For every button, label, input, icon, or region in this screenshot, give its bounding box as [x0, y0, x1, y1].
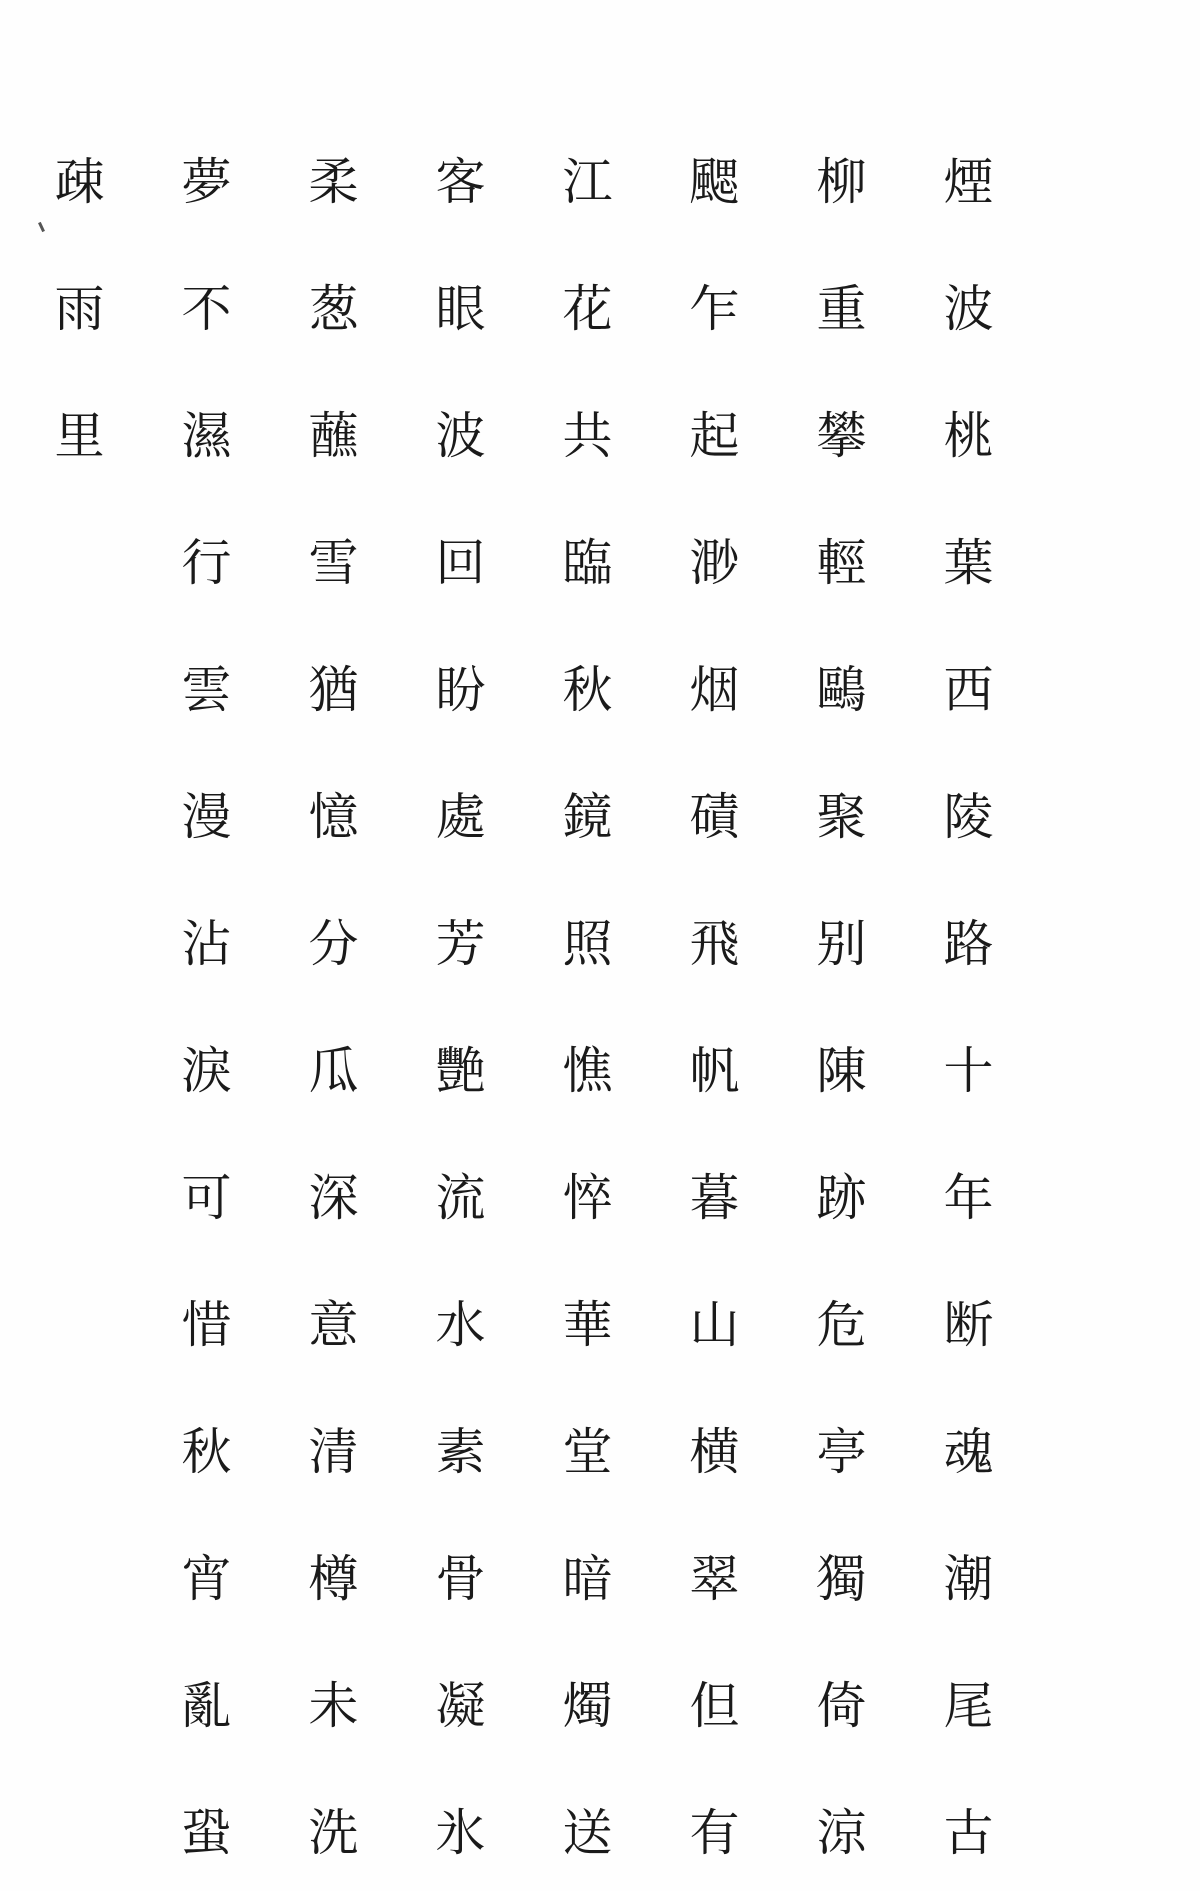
calligraphy-character: 盼 — [435, 660, 486, 719]
calligraphy-character: 惜 — [181, 1295, 232, 1354]
calligraphy-character: 亂 — [181, 1676, 232, 1735]
text-column — [16, 118, 143, 1896]
calligraphy-character: 輕 — [816, 533, 867, 592]
calligraphy-character: 乍 — [689, 279, 740, 338]
text-column — [905, 118, 1032, 1896]
calligraphy-character: 亭 — [816, 1422, 867, 1481]
calligraphy-character: 鷗 — [816, 660, 867, 719]
calligraphy-character: 秋 — [181, 1422, 232, 1481]
calligraphy-character: 别 — [816, 914, 867, 973]
text-column — [397, 118, 524, 1896]
calligraphy-character: 疎 — [54, 152, 105, 211]
calligraphy-character: 宵 — [181, 1549, 232, 1608]
calligraphy-character: 芳 — [435, 914, 486, 973]
calligraphy-character: 烟 — [689, 660, 740, 719]
calligraphy-character: 柔 — [308, 152, 359, 211]
calligraphy-character: 水 — [435, 1295, 486, 1354]
calligraphy-character: 磧 — [689, 787, 740, 846]
calligraphy-character: 艷 — [435, 1041, 486, 1100]
calligraphy-character: 不 — [181, 279, 232, 338]
text-column — [651, 118, 778, 1896]
calligraphy-character: 断 — [943, 1295, 994, 1354]
calligraphy-character: 起 — [689, 406, 740, 465]
calligraphy-character: 陵 — [943, 787, 994, 846]
calligraphy-character: 樽 — [308, 1549, 359, 1608]
calligraphy-character: 燭 — [562, 1676, 613, 1735]
calligraphy-character: 素 — [435, 1422, 486, 1481]
calligraphy-character: 流 — [435, 1168, 486, 1227]
calligraphy-character: 波 — [943, 279, 994, 338]
text-column — [778, 118, 905, 1896]
calligraphy-character: 深 — [308, 1168, 359, 1227]
calligraphy-character: 帆 — [689, 1041, 740, 1100]
calligraphy-character: 跡 — [816, 1168, 867, 1227]
calligraphy-character: 憶 — [308, 787, 359, 846]
calligraphy-character: 沾 — [181, 914, 232, 973]
calligraphy-character: 凝 — [435, 1676, 486, 1735]
calligraphy-character: 横 — [689, 1422, 740, 1481]
calligraphy-character: 漫 — [181, 787, 232, 846]
calligraphy-character: 瓜 — [308, 1041, 359, 1100]
calligraphy-character: 猶 — [308, 660, 359, 719]
text-column — [524, 118, 651, 1896]
calligraphy-character: 雲 — [181, 660, 232, 719]
calligraphy-character: 煙 — [943, 152, 994, 211]
calligraphy-character: 颸 — [689, 152, 740, 211]
calligraphy-character: 可 — [181, 1168, 232, 1227]
calligraphy-character: 重 — [816, 279, 867, 338]
calligraphy-character: 渺 — [689, 533, 740, 592]
calligraphy-character: 洗 — [308, 1803, 359, 1862]
calligraphy-character: 分 — [308, 914, 359, 973]
calligraphy-character: 危 — [816, 1295, 867, 1354]
calligraphy-character: 魂 — [943, 1422, 994, 1481]
calligraphy-character: 獨 — [816, 1549, 867, 1608]
calligraphy-character: 波 — [435, 406, 486, 465]
calligraphy-character: 蘸 — [308, 406, 359, 465]
calligraphy-character: 夢 — [181, 152, 232, 211]
calligraphy-character: 暗 — [562, 1549, 613, 1608]
calligraphy-character: 蛩 — [181, 1803, 232, 1862]
calligraphy-character: 秋 — [562, 660, 613, 719]
calligraphy-character: 送 — [562, 1803, 613, 1862]
calligraphy-character: 山 — [689, 1295, 740, 1354]
calligraphy-character: 攀 — [816, 406, 867, 465]
calligraphy-character: 濕 — [181, 406, 232, 465]
calligraphy-character: 桃 — [943, 406, 994, 465]
calligraphy-character: 清 — [308, 1422, 359, 1481]
calligraphy-character: 鏡 — [562, 787, 613, 846]
calligraphy-character: 花 — [562, 279, 613, 338]
calligraphy-character: 但 — [689, 1676, 740, 1735]
calligraphy-character: 西 — [943, 660, 994, 719]
calligraphy-character: 意 — [308, 1295, 359, 1354]
calligraphy-character: 尾 — [943, 1676, 994, 1735]
calligraphy-character: 憔 — [562, 1041, 613, 1100]
calligraphy-character: 淚 — [181, 1041, 232, 1100]
calligraphy-character: 葉 — [943, 533, 994, 592]
calligraphy-character: 聚 — [816, 787, 867, 846]
calligraphy-character: 眼 — [435, 279, 486, 338]
calligraphy-character: 潮 — [943, 1549, 994, 1608]
calligraphy-character: 陳 — [816, 1041, 867, 1100]
calligraphy-character: 照 — [562, 914, 613, 973]
calligraphy-character: 古 — [943, 1803, 994, 1862]
calligraphy-character: 回 — [435, 533, 486, 592]
calligraphy-character: 里 — [54, 406, 105, 465]
calligraphy-character: 倚 — [816, 1676, 867, 1735]
calligraphy-character: 柳 — [816, 152, 867, 211]
calligraphy-character: 骨 — [435, 1549, 486, 1608]
calligraphy-character: 翠 — [689, 1549, 740, 1608]
calligraphy-character: 華 — [562, 1295, 613, 1354]
calligraphy-character: 悴 — [562, 1168, 613, 1227]
text-column — [270, 118, 397, 1896]
calligraphy-character: 臨 — [562, 533, 613, 592]
calligraphy-character: 年 — [943, 1168, 994, 1227]
calligraphy-character: 暮 — [689, 1168, 740, 1227]
calligraphy-character: 處 — [435, 787, 486, 846]
calligraphy-character: 堂 — [562, 1422, 613, 1481]
calligraphy-character: 十 — [943, 1041, 994, 1100]
calligraphy-character: 氷 — [435, 1803, 486, 1862]
calligraphy-character: 行 — [181, 533, 232, 592]
calligraphy-character: 雨 — [54, 279, 105, 338]
calligraphy-character: 客 — [435, 152, 486, 211]
calligraphy-character: 共 — [562, 406, 613, 465]
calligraphy-character: 涼 — [816, 1803, 867, 1862]
calligraphy-character: 飛 — [689, 914, 740, 973]
text-column — [143, 118, 270, 1896]
calligraphy-character: 有 — [689, 1803, 740, 1862]
calligraphy-character: 路 — [943, 914, 994, 973]
calligraphy-character: 葱 — [308, 279, 359, 338]
calligraphy-character: 江 — [562, 152, 613, 211]
calligraphy-character: 未 — [308, 1676, 359, 1735]
vertical-text-columns — [16, 118, 1032, 1896]
calligraphy-character: 雪 — [308, 533, 359, 592]
